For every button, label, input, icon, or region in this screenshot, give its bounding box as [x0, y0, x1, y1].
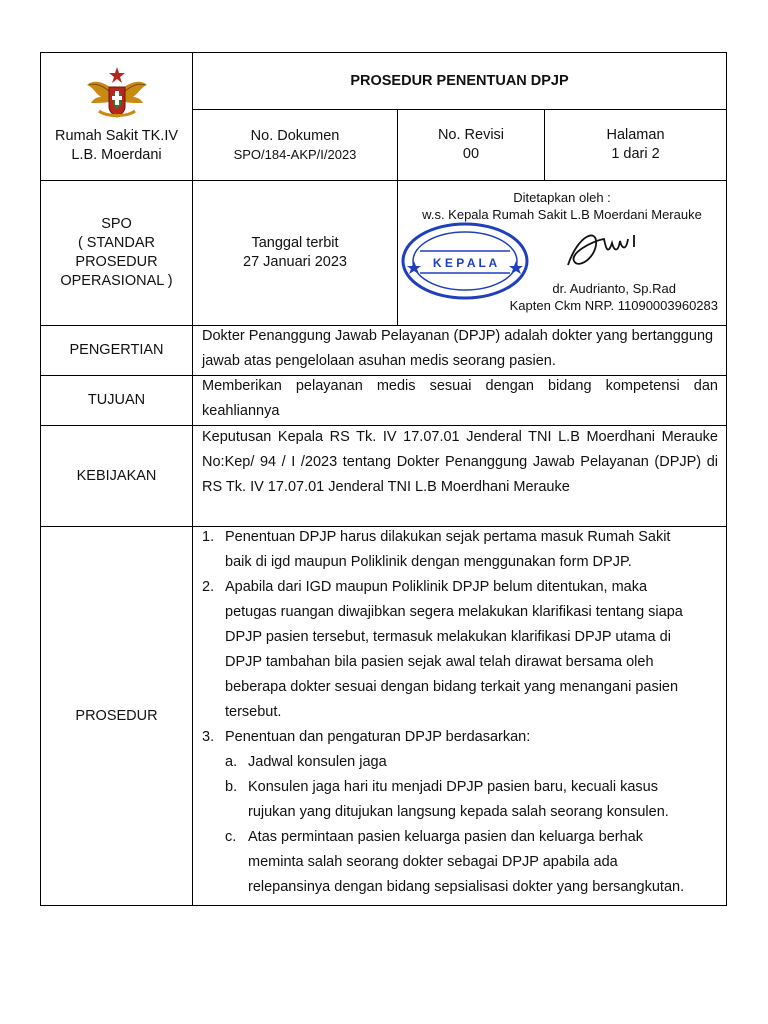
sub-list-letter: a.: [225, 754, 238, 770]
signer-name: dr. Audrianto, Sp.Rad: [552, 281, 676, 296]
doc-number-cell: [192, 109, 397, 180]
list-text: Apabila dari IGD maupun Poliklinik DPJP belum ditentukan, maka: [225, 579, 648, 595]
approved-by-label: Ditetapkan oleh :: [513, 190, 611, 205]
kebijakan-text: Keputusan Kepala RS Tk. IV 17.07.01 Jenderal TNI L.B Moerdhani Merauke No:Kep/ 94 / I /2023 tentang Dokter Penanggung Jawab Pelayanan (DPJP) di RS Tk. IV 17.07.01 Jenderal TNI L.B Moerdhani Merauke: [202, 429, 718, 495]
tujuan-text: Memberikan pelayanan medis sesuai dengan bidang kompetensi dan keahliannya: [202, 378, 718, 419]
prosedur-label-cell: [41, 526, 192, 905]
tujuan-content-cell: [192, 375, 726, 425]
signature-icon: [548, 225, 658, 275]
list-number: 2.: [202, 579, 215, 595]
sub-list-text: meminta salah seorang dokter sebagai DPJP apabila ada: [248, 854, 618, 870]
revision-value: 00: [462, 146, 480, 162]
prosedur-content-cell: [192, 526, 726, 905]
pengertian-label: PENGERTIAN: [69, 342, 164, 358]
doc-number-label: No. Dokumen: [250, 128, 340, 144]
pengertian-text: Dokter Penanggung Jawab Pelayanan (DPJP) adalah dokter yang bertanggung jawab atas pengelolaan asuhan medis seorang pasien.: [202, 328, 734, 369]
spo-line4: OPERASIONAL ): [60, 273, 173, 289]
list-item: [193, 575, 726, 725]
spo-line1: SPO: [101, 216, 132, 232]
doc-number-value: SPO/184-AKP/I/2023: [233, 147, 357, 162]
approval-cell: [397, 180, 726, 325]
stamp-text: K E P A L A: [432, 256, 498, 270]
sub-list-text: rujukan yang ditujukan langsung kepada salah seorang konsulen.: [248, 804, 669, 820]
page-cell: [544, 109, 726, 180]
list-number: 1.: [202, 529, 215, 545]
prosedur-label: PROSEDUR: [75, 707, 158, 724]
spo-line2: ( STANDAR: [77, 235, 156, 251]
pengertian-content-cell: [192, 325, 734, 375]
kebijakan-content-cell: [192, 425, 726, 526]
list-item: [193, 725, 726, 750]
sub-list-letter: b.: [225, 779, 238, 795]
sub-list-item: [193, 750, 726, 775]
page-label: Halaman: [606, 127, 665, 143]
list-text: Penentuan dan pengaturan DPJP berdasarkan:: [225, 729, 531, 745]
pengertian-label-cell: [41, 325, 192, 375]
spo-line3: PROSEDUR: [75, 254, 158, 270]
signer-rank: Kapten Ckm NRP. 11090003960283: [509, 298, 718, 313]
hospital-identity-cell: [41, 53, 192, 180]
list-item: [193, 525, 726, 575]
spo-document: [40, 52, 734, 906]
list-text: beberapa dokter sesuai dengan bidang terkait yang menangani pasien: [225, 679, 679, 695]
approved-by-org: w.s. Kepala Rumah Sakit L.B Moerdani Merauke: [422, 207, 702, 222]
kebijakan-label: KEBIJAKAN: [76, 467, 157, 484]
sub-list-text: Atas permintaan pasien keluarga pasien dan keluarga berhak: [248, 829, 643, 845]
sub-list-text: Konsulen jaga hari itu menjadi DPJP pasien baru, kecuali kasus: [248, 779, 659, 795]
page-value: 1 dari 2: [611, 146, 660, 162]
hospital-emblem-icon: [85, 63, 149, 121]
hospital-name-line2: L.B. Moerdani: [71, 146, 162, 163]
list-text: Penentuan DPJP harus dilakukan sejak pertama masuk Rumah Sakit: [225, 529, 671, 545]
sub-list-item: [193, 775, 726, 825]
revision-cell: [397, 109, 544, 180]
spo-label-cell: [41, 180, 192, 325]
official-stamp-icon: [400, 221, 530, 301]
issue-date-cell: [192, 180, 397, 325]
list-text: tersebut.: [225, 704, 282, 720]
kebijakan-label-cell: [41, 425, 192, 526]
hospital-name-line1: Rumah Sakit TK.IV: [54, 127, 179, 144]
sub-list-text: relepansinya dengan bidang sepsialisasi dokter yang bersangkutan.: [248, 879, 685, 895]
issue-date-value: 27 Januari 2023: [243, 254, 347, 270]
revision-label: No. Revisi: [437, 127, 505, 143]
tujuan-label: TUJUAN: [87, 392, 146, 408]
list-text: DPJP pasien tersebut, termasuk melakukan klarifikasi DPJP utama di: [225, 629, 671, 645]
list-number: 3.: [202, 729, 215, 745]
issue-date-label: Tanggal terbit: [251, 235, 339, 251]
tujuan-label-cell: [41, 375, 192, 425]
document-title-cell: [192, 53, 726, 109]
list-text: petugas ruangan diwajibkan segera melakukan klarifikasi tentang siapa: [225, 604, 683, 620]
sub-list-letter: c.: [225, 829, 237, 845]
prosedur-list: [193, 525, 726, 900]
list-text: DPJP tambahan bila pasien sejak awal telah dirawat bersama oleh: [225, 654, 654, 670]
list-text: baik di igd maupun Poliklinik dengan menggunakan form DPJP.: [225, 554, 632, 570]
document-title: PROSEDUR PENENTUAN DPJP: [350, 73, 569, 89]
sub-list-item: [193, 825, 726, 900]
sub-list-text: Jadwal konsulen jaga: [248, 754, 387, 770]
